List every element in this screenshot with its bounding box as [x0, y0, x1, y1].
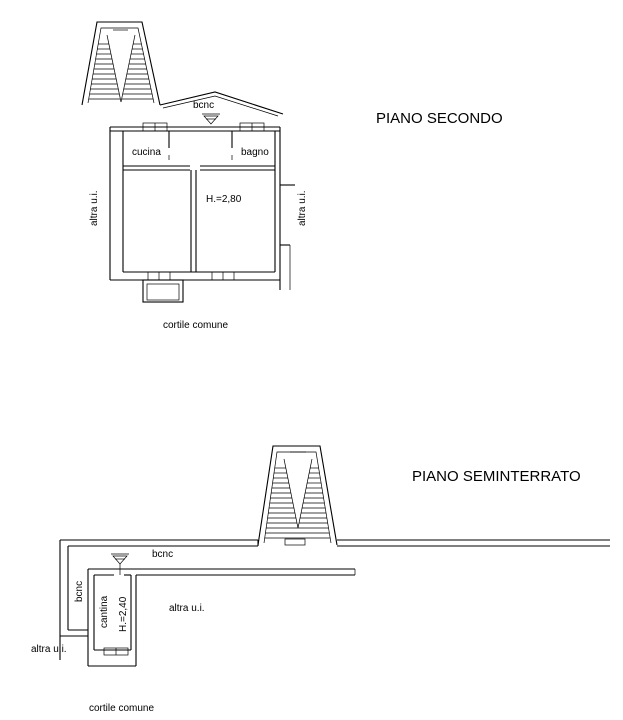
bcnc-access-symbol [202, 114, 220, 124]
second-floor-staircase [82, 22, 160, 105]
bcnc-side-label: bcnc [74, 580, 85, 602]
second-floor-plan [82, 22, 503, 331]
basement-title: PIANO SEMINTERRATO [412, 468, 581, 485]
other-unit-left-label: altra u.i. [31, 644, 67, 655]
cellar-label: cantina [99, 595, 110, 628]
other-unit-left-label: altra u.i. [89, 190, 100, 226]
basement-floor-plan [31, 446, 610, 714]
room-height-label: H.=2,80 [206, 194, 242, 205]
bcnc-label: bcnc [193, 100, 215, 111]
basement-staircase [258, 446, 337, 545]
other-unit-right-label: altra u.i. [297, 190, 308, 226]
basement-access-symbol [111, 554, 129, 575]
kitchen-label: cucina [132, 147, 161, 158]
courtyard-label: cortile comune [89, 703, 155, 714]
bathroom-label: bagno [241, 147, 269, 158]
other-unit-center-label: altra u.i. [169, 603, 205, 614]
second-floor-title: PIANO SECONDO [376, 110, 503, 127]
cellar-height-label: H.=2,40 [118, 596, 129, 632]
courtyard-label: cortile comune [163, 320, 229, 331]
bcnc-corridor-label: bcnc [152, 549, 174, 560]
